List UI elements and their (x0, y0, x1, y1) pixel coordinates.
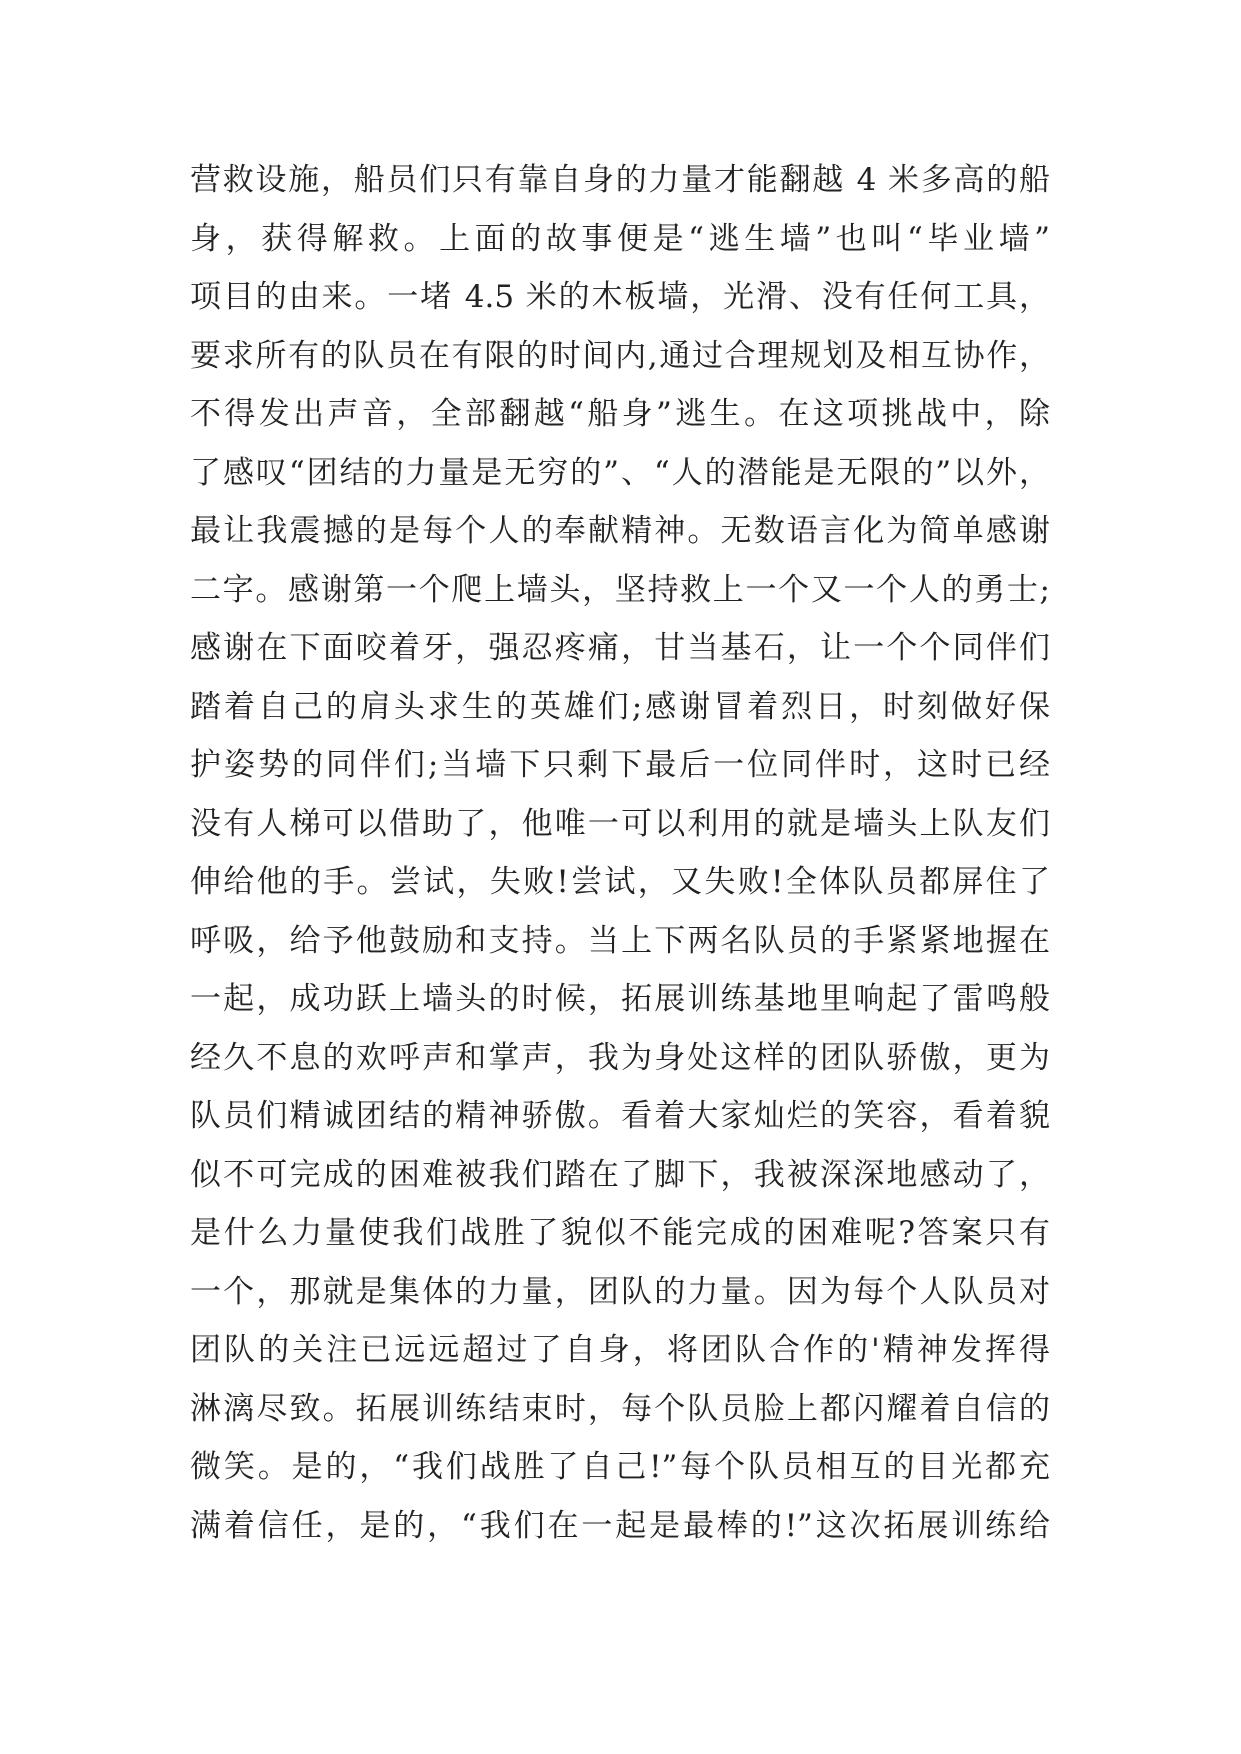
text-line: 满着信任，是的，“我们在一起是最棒的!”这次拓展训练给 (190, 1507, 1050, 1544)
text-line: 队员们精诚团结的精神骄傲。看着大家灿烂的笑容，看着貌 (190, 1098, 1050, 1134)
text-line: 一起，成功跃上墙头的时候，拓展训练基地里响起了雷鸣般 (190, 981, 1050, 1017)
text-line: 团队的关注已远远超过了自身，将团队合作的'精神发挥得 (190, 1332, 1050, 1368)
text-line: 似不可完成的困难被我们踏在了脚下，我被深深地感动了， (190, 1156, 1050, 1193)
text-line: 二字。感谢第一个爬上墙头，坚持救上一个又一个人的勇士; (190, 571, 1050, 608)
text-line: 身，获得解救。上面的故事便是“逃生墙”也叫“毕业墙” (190, 220, 1050, 257)
text-line: 感谢在下面咬着牙，强忍疼痛，甘当基石，让一个个同伴们 (190, 630, 1050, 666)
text-line: 没有人梯可以借助了，他唯一可以利用的就是墙头上队友们 (190, 805, 1050, 842)
text-line: 了感叹“团结的力量是无穷的”、“人的潜能是无限的”以外， (190, 454, 1050, 491)
text-line: 伸给他的手。尝试，失败!尝试，又失败!全体队员都屏住了 (190, 864, 1050, 900)
text-line: 经久不息的欢呼声和掌声，我为身处这样的团队骄傲，更为 (190, 1039, 1050, 1076)
text-line: 一个，那就是集体的力量，团队的力量。因为每个人队员对 (190, 1273, 1050, 1310)
text-line: 呼吸，给予他鼓励和支持。当上下两名队员的手紧紧地握在 (190, 922, 1050, 959)
text-line: 不得发出声音，全部翻越“船身”逃生。在这项挑战中，除 (190, 396, 1050, 432)
text-line: 要求所有的队员在有限的时间内,通过合理规划及相互协作， (190, 337, 1050, 374)
text-line: 项目的由来。一堵 4.5 米的木板墙，光滑、没有任何工具， (190, 279, 1050, 315)
text-line: 最让我震撼的是每个人的奉献精神。无数语言化为简单感谢 (190, 513, 1050, 549)
text-line: 护姿势的同伴们;当墙下只剩下最后一位同伴时，这时已经 (190, 747, 1050, 783)
body-paragraph (190, 151, 1050, 1555)
text-line: 淋漓尽致。拓展训练结束时，每个队员脸上都闪耀着自信的 (190, 1390, 1050, 1427)
text-line: 踏着自己的肩头求生的英雄们;感谢冒着烈日，时刻做好保 (190, 688, 1050, 725)
text-line: 微笑。是的，“我们战胜了自己!”每个队员相互的目光都充 (190, 1449, 1050, 1485)
text-line: 是什么力量使我们战胜了貌似不能完成的困难呢?答案只有 (190, 1215, 1050, 1251)
text-line: 营救设施，船员们只有靠自身的力量才能翻越 4 米多高的船 (190, 162, 1050, 198)
